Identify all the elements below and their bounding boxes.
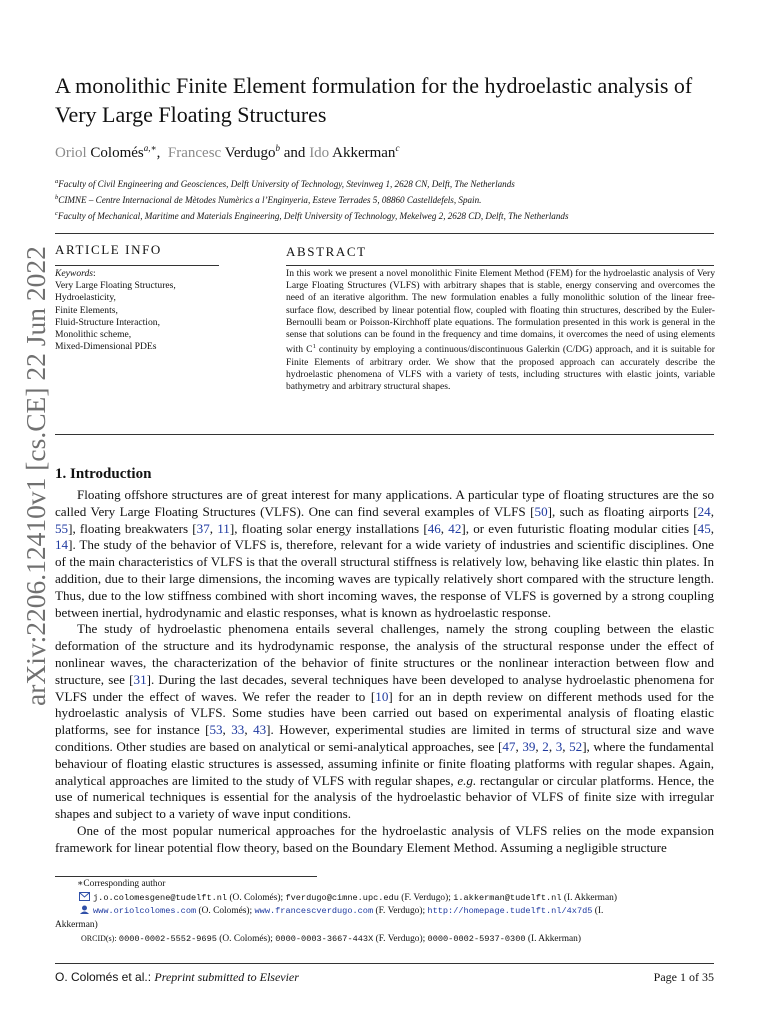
text-run: , xyxy=(515,738,523,754)
email-line: j.o.colomesgene@tudelft.nl (O. Colomés); fverdugo@cimne.upc.edu (F. Verdugo); i.akkerman@tudelft.nl (I. Akkerman) xyxy=(55,892,714,906)
citation-link[interactable]: 3 xyxy=(555,738,563,754)
keyword: Hydroelasticity, xyxy=(55,292,116,304)
divider xyxy=(55,434,714,435)
orcid-id[interactable]: 0000-0003-3667-443X xyxy=(275,934,374,944)
affiliation: $^c$Faculty of Mechanical, Maritime and Materials Engineering, Delft University of Technology, Mekelweg 2, 2628 CD, Delft, The Netherlands xyxy=(55,210,569,222)
citation-link[interactable]: 33 xyxy=(231,722,245,738)
citation-link[interactable]: 43 xyxy=(253,722,267,738)
citation-link[interactable]: 10 xyxy=(375,688,389,704)
text-run: ], where the fundamental behaviour of floating elastic structures is assessed, assuming infinite or finite floating platforms with regular shapes. Again, analytical approaches are limited to the study of VLFS with regular shapes, xyxy=(55,738,715,788)
citation-link[interactable]: 53 xyxy=(209,722,223,738)
footnote-rule xyxy=(55,876,317,877)
paper-title: A monolithic Finite Element formulation for the hydroelastic analysis of Very Large Floating Structures xyxy=(55,73,693,127)
abstract-text: In this work we present a novel monolithic Finite Element Method (FEM) for the hydroelastic analysis of Very Large Floating Structures (VLFS) with arbitrary shapes that is stable, energy conserving and overcomes the need of an iterative algorithm. The new formulation enables a fully monolithic solution of the linear free-surface flow, described by linear potential flow, coupled with floating thin structures, described by the Euler-Bernoulli beam or Poisson-Kirchhoff plate equations. The formulation presented in this work is general in the sense that solutions can be found in the frequency and time domains, it overcomes the need of using elements with $C^1$ continuity by employing a continuous/discontinuous Galerkin (C/DG) approach, and it is suitable for Finite Elements of arbitrary order. We show that the proposed approach can accurately describe the hydroelastic phenomena of VLFS with a variety of tests, including structures with elastic joints, variable bathymetry and arbitrary structural shapes. xyxy=(286,268,715,393)
running-footer: O. Colomés et al.: Preprint submitted to Elsevier xyxy=(55,970,299,984)
text-run: , xyxy=(440,520,449,536)
keyword: Finite Elements, xyxy=(55,304,118,316)
text-run: ]. However, experimental studies are limited in terms of structural size and wave conditions. Other studies are based on analytical or semi-analytical approaches, see [ xyxy=(55,722,715,754)
homepage-icon xyxy=(79,905,90,914)
text-run: , xyxy=(535,738,543,754)
section-heading: 1. Introduction xyxy=(55,466,152,482)
text-run: The study of hydroelastic phenomena entails several challenges, namely the strong coupling between the elastic deformation of the structure and its hydrodynamic response, the analysis of the structural response under the effect of nonlinear waves, the characterization of the behavior of finite structures or the nonlinear interaction between flow and structure, see [ xyxy=(55,621,714,687)
affiliation: $^b$CIMNE – Centre Internacional de Mètodes Numèrics a l’Enginyeria, Esteve Terrades 5, 08860 Castelldefels, Spain. xyxy=(55,194,482,206)
text-run: ], floating solar energy installations [ xyxy=(229,520,428,536)
paragraph: One of the most popular numerical approaches for the hydroelastic analysis of VLFS relies on the mode expansion framework for linear potential flow theory, based on the Boundary Element Method. Assuming a negligible structure xyxy=(55,822,714,855)
orcid-line: ORCID(s): 0000-0002-5552-9695 (O. Colomés); 0000-0003-3667-443X (F. Verdugo); 0000-0002-5937-0300 (I. Akkerman) xyxy=(81,934,581,944)
citation-link[interactable]: 14 xyxy=(55,537,69,553)
text-run: ], or even futuristic floating modular cities [ xyxy=(461,520,698,536)
text-run: , xyxy=(548,738,556,754)
paragraph xyxy=(55,621,714,823)
keywords: Keywords: Very Large Floating Structures, Hydroelasticity, Finite Elements, Fluid-Structure Interaction, Monolithic scheme, Mixed-Dimensional PDEs xyxy=(55,268,255,353)
citation-link[interactable]: 37 xyxy=(196,520,210,536)
email-link[interactable]: i.akkerman@tudelft.nl xyxy=(453,892,562,903)
text-run: , xyxy=(562,738,570,754)
orcid-id[interactable]: 0000-0002-5937-0300 xyxy=(427,934,526,944)
text-run: , xyxy=(710,503,714,519)
citation-link[interactable]: 52 xyxy=(569,738,583,754)
affiliation: $^a$Faculty of Civil Engineering and Geosciences, Delft University of Technology, Stevinweg 1, 2628 CN, Delft, The Netherlands xyxy=(55,178,515,190)
email-link[interactable]: j.o.colomesgene@tudelft.nl xyxy=(93,892,228,903)
divider xyxy=(55,265,219,266)
text-run: , xyxy=(710,520,715,536)
paragraph xyxy=(55,487,714,621)
arxiv-identifier: arXiv:2206.12410v1 [cs.CE] 22 Jun 2022 xyxy=(20,246,51,706)
keyword: Very Large Floating Structures, xyxy=(55,280,176,292)
text-run: ]. During the last decades, several techniques have been developed to analyse hydroelastic phenomena for VLFS under the effect of waves. We refer the reader to [ xyxy=(55,671,714,704)
text-run: ], such as floating airports [ xyxy=(547,503,698,519)
intro-body xyxy=(55,487,714,857)
page-number: Page 1 of 35 xyxy=(653,970,714,984)
divider xyxy=(286,265,714,266)
footnotes xyxy=(55,878,714,947)
citation-link[interactable]: 31 xyxy=(133,671,147,687)
citation-link[interactable]: 47 xyxy=(502,738,516,754)
text-run: , xyxy=(222,722,232,738)
author: Ido Akkerman$^c$ xyxy=(309,143,400,161)
text-run: , xyxy=(209,520,218,536)
citation-link[interactable]: 2 xyxy=(542,738,549,754)
text-run: , xyxy=(244,722,254,738)
homepage-line-cont: Akkerman) xyxy=(55,919,98,930)
text-run: Floating offshore structures are of great interest for many applications. A particular type of floating structures are the so called Very Large Floating Structures (VLFS). One can find several examples of VLFS [ xyxy=(55,487,714,519)
orcid-id[interactable]: 0000-0002-5552-9695 xyxy=(118,934,217,944)
text-run: rectangular or circular platforms. Hence, the use of numerical techniques is essential for the analysis of the hydroelastic behavior of VLFS of finite size with irregular shapes and subject to a variety of wave input conditions. xyxy=(55,772,715,822)
author-list: Oriol Colomés$^{a,∗}$, Francesc Verdugo$^b$ and Ido Akkerman$^c$ xyxy=(55,143,400,161)
homepage-line: www.oriolcolomes.com (O. Colomés); www.francescverdugo.com (F. Verdugo); http://homepage.tudelft.nl/4x7d5 (I. xyxy=(55,905,714,919)
emphasis: e.g. xyxy=(457,772,477,788)
text-run: ]. The study of the behavior of VLFS is, therefore, relevant for a wide variety of industries and scientific disciplines. One of the main characteristics of VLFS is that the overall structural stiffness is relatively low, behaving like elastic thin plates. In addition, due to their large dimensions, the incoming waves are typically relatively short compared with the structure length. Thus, due to the low stiffness combined with short incoming waves, the response of VLFS is governed by a strong coupling between inertial, hydrodynamic and elastic responses, what is known as hydroelastic response. xyxy=(55,537,714,620)
citation-link[interactable]: 24 xyxy=(697,503,711,519)
author: Oriol Colomés$^{a,∗}$ xyxy=(55,143,157,161)
footer-rule xyxy=(55,963,714,964)
keyword: Monolithic scheme, xyxy=(55,329,132,341)
homepage-link[interactable]: www.oriolcolomes.com xyxy=(93,906,197,916)
citation-link[interactable]: 11 xyxy=(217,520,230,536)
keyword: Mixed-Dimensional PDEs xyxy=(55,341,157,353)
email-link[interactable]: fverdugo@cimne.upc.edu xyxy=(285,892,399,903)
citation-link[interactable]: 45 xyxy=(697,520,711,536)
corresponding-note: ∗Corresponding author xyxy=(77,879,166,889)
abstract-heading: ABSTRACT xyxy=(286,244,367,259)
article-info-heading: ARTICLE INFO xyxy=(55,242,162,257)
homepage-link[interactable]: www.francescverdugo.com xyxy=(254,906,374,916)
author: Francesc Verdugo$^b$ xyxy=(167,143,281,161)
text-run: ] for an in depth review on different methods used for the hydroelastic analysis of VLFS. Some studies have been carried out based on experimental analysis of floating elastic platforms, see for instance [ xyxy=(55,688,714,738)
keyword: Fluid-Structure Interaction, xyxy=(55,316,160,328)
citation-link[interactable]: 42 xyxy=(448,520,462,536)
citation-link[interactable]: 50 xyxy=(534,503,548,519)
email-icon xyxy=(79,892,90,901)
homepage-link[interactable]: http://homepage.tudelft.nl/4x7d5 xyxy=(427,906,593,916)
divider xyxy=(55,233,714,234)
citation-link[interactable]: 55 xyxy=(55,520,69,536)
citation-link[interactable]: 46 xyxy=(427,520,441,536)
citation-link[interactable]: 39 xyxy=(522,738,536,754)
text-run: ], floating breakwaters [ xyxy=(68,520,197,536)
